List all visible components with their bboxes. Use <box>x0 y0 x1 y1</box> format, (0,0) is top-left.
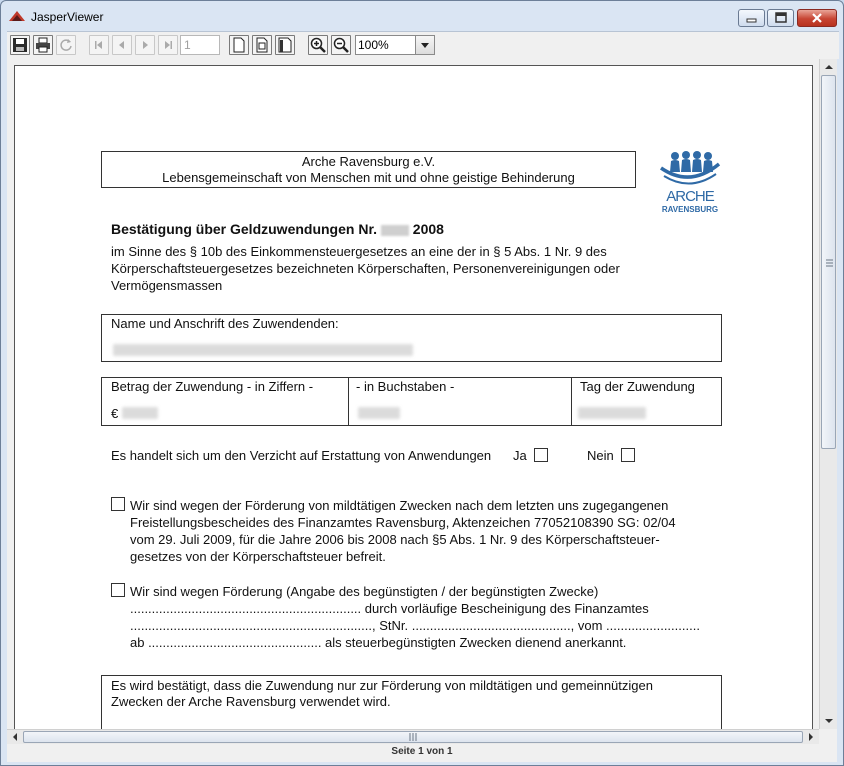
zoom-in-icon <box>310 37 326 53</box>
grip-icon <box>823 258 836 268</box>
zoom-out-button[interactable] <box>331 35 351 55</box>
organization-subtitle: Lebensgemeinschaft von Menschen mit und ohne geistige Behinderung <box>162 170 575 185</box>
fit-width-icon <box>277 37 293 53</box>
zoom-out-icon <box>333 37 349 53</box>
option-charitable-line-2: Freistellungsbescheides des Finanzamtes Ravensburg, Aktenzeichen 77052108390 SG: 02/04 <box>130 515 676 530</box>
waiver-no-checkbox[interactable] <box>621 448 635 462</box>
option-purpose-line-3: ..................................................................., StNr. ............................................, vom .......................... <box>130 618 700 633</box>
horizontal-scrollbar[interactable] <box>7 729 819 744</box>
organization-name: Arche Ravensburg e.V. <box>301 154 436 169</box>
option-purpose-line-2: ................................................................ durch vorläufige Bescheinigung des Finanzamtes <box>130 601 649 616</box>
option-purpose-line-4: ab ................................................ als steuerbegünstigten Zwecken dienend anerkannt. <box>130 635 627 650</box>
option-purpose-checkbox[interactable] <box>111 583 125 597</box>
page-status: Seite 1 von 1 <box>391 746 453 757</box>
vertical-scrollbar[interactable] <box>819 59 837 729</box>
logo-word-arche: ARCHE <box>666 188 714 205</box>
vertical-scroll-thumb[interactable] <box>821 75 836 449</box>
redacted-number <box>381 225 409 236</box>
maximize-icon <box>768 10 793 26</box>
logo-word-ravensburg: RAVENSBURG <box>661 205 719 214</box>
scroll-right-icon <box>803 730 819 744</box>
scroll-left-button[interactable] <box>7 730 23 744</box>
chevron-down-icon <box>416 36 434 54</box>
window-title: JasperViewer <box>31 10 104 24</box>
viewer-toolbar <box>7 31 839 59</box>
page-icon <box>231 37 247 53</box>
donation-date-label: Tag der Zuwendung <box>580 379 695 394</box>
redacted-donation-date <box>578 407 646 419</box>
last-page-button[interactable] <box>158 35 178 55</box>
option-charitable-line-1: Wir sind wegen der Förderung von mildtätigen Zwecken nach dem letzten uns zugegangenen <box>130 498 669 513</box>
option-charitable-line-4: gesetzes von der Körperschaftsteuer befreit. <box>130 549 386 564</box>
first-page-button[interactable] <box>89 35 109 55</box>
previous-page-icon <box>114 37 130 53</box>
waiver-no-label: Nein <box>587 448 614 463</box>
waiver-yes-label: Ja <box>513 448 527 463</box>
intro-line-2: Körperschaftsteuergesetzes bezeichneten Körperschaften, Personenvereinigungen oder <box>111 261 620 276</box>
confirmation-line-2: Zwecken der Arche Ravensburg verwendet wird. <box>111 694 391 709</box>
amount-divider-1 <box>348 377 349 426</box>
heading-year: 2008 <box>412 221 444 237</box>
amount-divider-2 <box>571 377 572 426</box>
confirmation-line-1: Es wird bestätigt, dass die Zuwendung nur zur Förderung von mildtätigen und gemeinnützigen <box>111 678 653 693</box>
report-viewport[interactable] <box>7 59 819 729</box>
scroll-left-icon <box>7 730 23 744</box>
waiver-text: Es handelt sich um den Verzicht auf Erstattung von Anwendungen <box>111 448 492 463</box>
amount-digits-label: Betrag der Zuwendung - in Ziffern - <box>111 379 314 394</box>
option-charitable-line-3: vom 29. Juli 2009, für die Jahre 2006 bis 2008 nach §5 Abs. 1 Nr. 9 des Körperschaftsteuer- <box>130 532 660 547</box>
zoom-in-button[interactable] <box>308 35 328 55</box>
horizontal-scroll-thumb[interactable] <box>23 731 803 743</box>
currency-symbol: € <box>111 406 119 421</box>
minimize-button[interactable] <box>738 9 765 27</box>
close-icon <box>798 10 836 26</box>
page-number-input[interactable]: 1 <box>180 35 220 55</box>
actual-size-button[interactable] <box>229 35 249 55</box>
floppy-disk-icon <box>12 37 28 53</box>
title-bar[interactable] <box>1 1 843 31</box>
fit-page-icon <box>254 37 270 53</box>
waiver-yes-checkbox[interactable] <box>534 448 548 462</box>
next-page-button[interactable] <box>135 35 155 55</box>
jasper-app-icon <box>9 11 25 21</box>
minimize-icon <box>739 10 764 26</box>
intro-line-1: im Sinne des § 10b des Einkommensteuergesetzes an eine der in § 5 Abs. 1 Nr. 9 des <box>111 244 607 259</box>
amount-words-label: - in Buchstaben - <box>356 379 455 394</box>
fit-width-button[interactable] <box>275 35 295 55</box>
redacted-amount-digits <box>122 407 158 419</box>
grip-icon <box>408 732 418 742</box>
maximize-button[interactable] <box>767 9 794 27</box>
redacted-donor-address <box>113 344 413 356</box>
first-page-icon <box>91 37 107 53</box>
fit-page-button[interactable] <box>252 35 272 55</box>
scrollbar-corner <box>819 729 837 744</box>
scroll-down-icon <box>820 713 837 729</box>
zoom-dropdown-button[interactable] <box>415 35 435 55</box>
redacted-amount-words <box>358 407 400 419</box>
scroll-down-button[interactable] <box>820 713 837 729</box>
donor-label: Name und Anschrift des Zuwendenden: <box>111 316 339 331</box>
last-page-icon <box>160 37 176 53</box>
next-page-icon <box>137 37 153 53</box>
printer-icon <box>35 37 51 53</box>
close-button[interactable] <box>797 9 837 27</box>
previous-page-button[interactable] <box>112 35 132 55</box>
heading-text: Bestätigung über Geldzuwendungen Nr. <box>111 221 378 237</box>
reload-icon <box>58 37 74 53</box>
save-button[interactable] <box>10 35 30 55</box>
print-button[interactable] <box>33 35 53 55</box>
scroll-up-button[interactable] <box>820 59 837 75</box>
option-purpose-line-1: Wir sind wegen Förderung (Angabe des begünstigten / der begünstigten Zwecke) <box>130 584 599 599</box>
report-page <box>14 65 813 729</box>
reload-button[interactable] <box>56 35 76 55</box>
arche-logo <box>658 150 722 220</box>
certificate-heading <box>111 221 444 237</box>
scroll-up-icon <box>820 59 837 75</box>
scroll-right-button[interactable] <box>803 730 819 744</box>
option-charitable-checkbox[interactable] <box>111 497 125 511</box>
status-bar <box>7 744 837 762</box>
zoom-level-field[interactable]: 100% <box>355 35 415 55</box>
intro-line-3: Vermögensmassen <box>111 278 223 293</box>
